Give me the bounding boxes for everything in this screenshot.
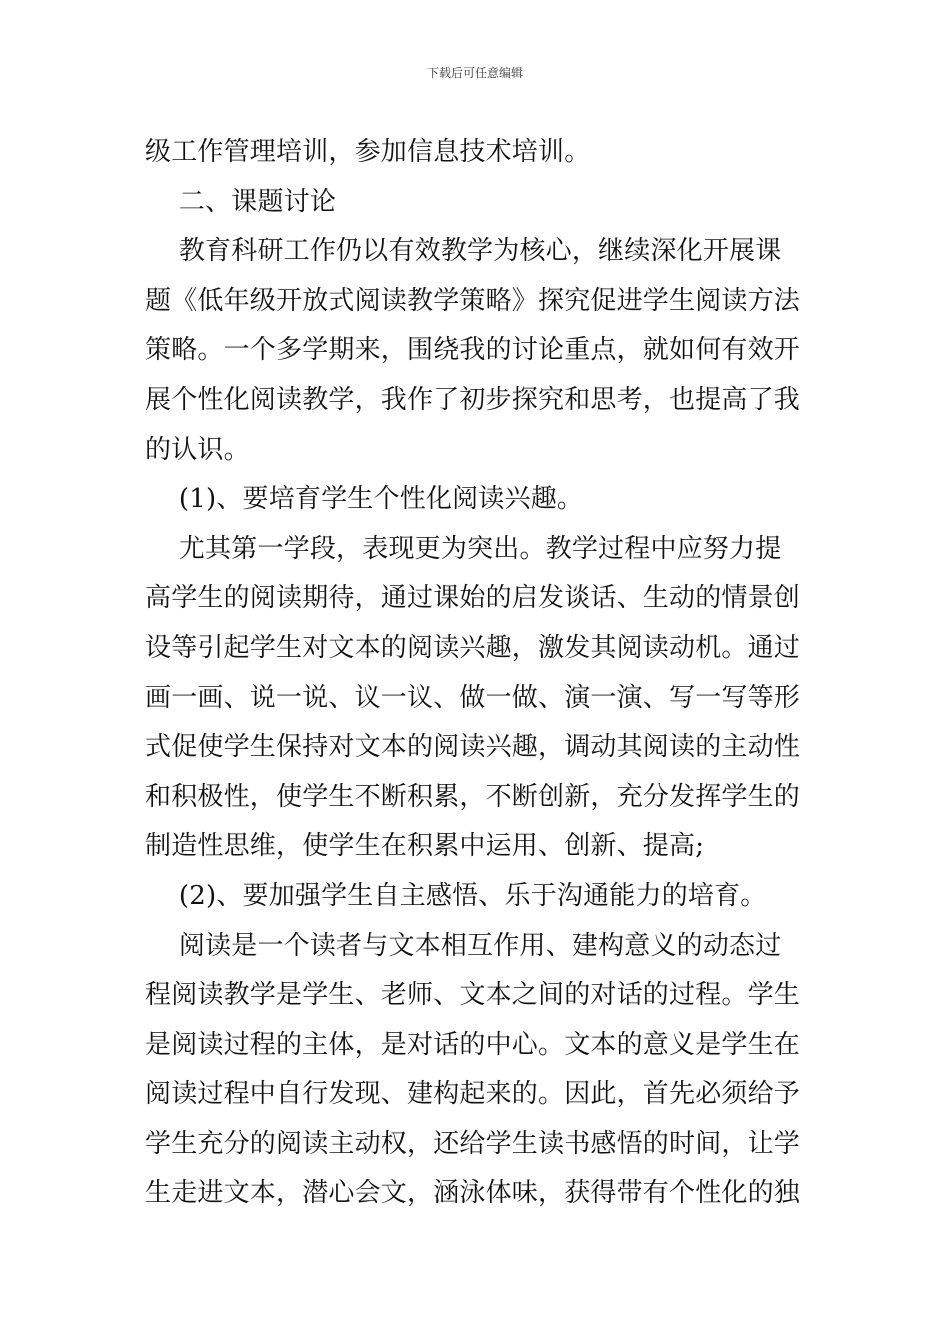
text-line: 教育科研工作仍以有效教学为核心，继续深化开展课 bbox=[145, 236, 782, 267]
text-line: 程阅读教学是学生、老师、文本之间的对话的过程。学生 bbox=[145, 980, 801, 1011]
section-heading: 二、课题讨论 bbox=[145, 186, 337, 217]
text-line: 设等引起学生对文本的阅读兴趣，激发其阅读动机。通过 bbox=[145, 632, 801, 663]
text-line: 是阅读过程的主体，是对话的中心。文本的意义是学生在 bbox=[145, 1029, 801, 1060]
subheading: (1)、要培育学生个性化阅读兴趣。 bbox=[145, 484, 584, 515]
page-header-note: 下载后可任意编辑 bbox=[426, 66, 523, 80]
text-line: 制造性思维，使学生在积累中运用、创新、提高; bbox=[145, 831, 705, 862]
text-line: 策略。一个多学期来，围绕我的讨论重点，就如何有效开 bbox=[145, 335, 801, 366]
text-line: 阅读过程中自行发现、建构起来的。因此，首先必须给予 bbox=[145, 1079, 801, 1110]
text-line: 高学生的阅读期待，通过课始的启发谈话、生动的情景创 bbox=[145, 583, 801, 614]
text-line: 和积极性，使学生不断积累，不断创新，充分发挥学生的 bbox=[145, 781, 801, 812]
text-line: 展个性化阅读教学，我作了初步探究和思考，也提高了我 bbox=[145, 384, 801, 415]
text-line: 学生充分的阅读主动权，还给学生读书感悟的时间，让学 bbox=[145, 1128, 801, 1159]
text-line: 阅读是一个读者与文本相互作用、建构意义的动态过 bbox=[145, 930, 782, 961]
document-body bbox=[145, 128, 807, 1219]
text-line: 尤其第一学段，表现更为突出。教学过程中应努力提 bbox=[145, 533, 782, 564]
text-line: 级工作管理培训，参加信息技术培训。 bbox=[145, 137, 591, 167]
text-line: 的认识。 bbox=[145, 434, 250, 465]
text-line: 式促使学生保持对文本的阅读兴趣，调动其阅读的主动性 bbox=[145, 732, 801, 763]
subheading: (2)、要加强学生自主感悟、乐于沟通能力的培育。 bbox=[145, 880, 767, 911]
text-line: 题《低年级开放式阅读教学策略》探究促进学生阅读方法 bbox=[145, 285, 801, 316]
text-line: 生走进文本，潜心会文，涵泳体味，获得带有个性化的独 bbox=[145, 1178, 801, 1209]
text-line: 画一画、说一说、议一议、做一做、演一演、写一写等形 bbox=[145, 682, 801, 713]
